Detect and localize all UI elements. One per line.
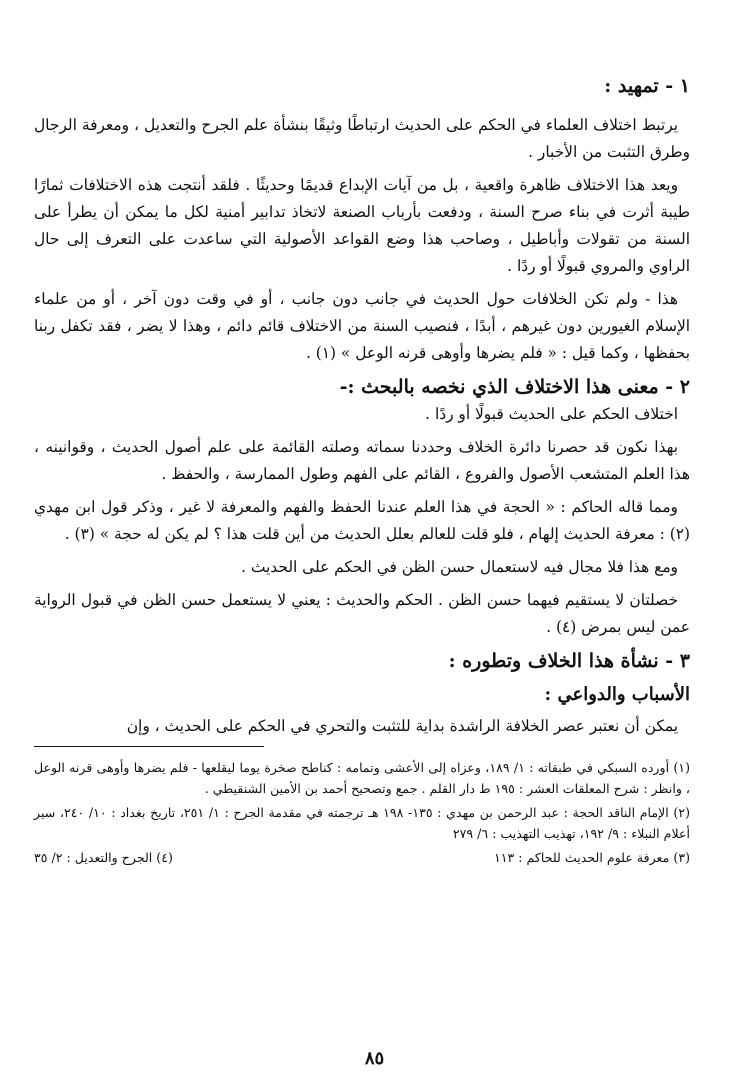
page-body (34, 72, 690, 868)
paragraph: هذا - ولم تكن الخلافات حول الحديث في جانب دون جانب ، أو في وقت دون آخر ، أو من علماء الإسلام الغيورين دون غيرهم ، أبدًا ، فنصيب السنة من الاختلاف قائم دائم ، وهذا لا يضر ، فقد تكفل ربنا بحفظها ، وكما قيل : « فلم يضرها وأوهى قرنه الوعل » (١) . (34, 290, 690, 362)
footnote: (٣) معرفة علوم الحديث للحاكم : ١١٣ (494, 850, 690, 865)
footnote: (٢) الإمام الناقد الحجة : عبد الرحمن بن مهدي : ١٣٥- ١٩٨ هـ ترجمته في مقدمة الجرح : ١/ ٢٥١، تاريخ بغداد : ١٠/ ٢٤٠، سير أعلام النبلاء : ٩/ ١٩٢، تهذيب التهذيب : ٦/ ٢٧٩ (34, 805, 690, 841)
paragraph: ويعد هذا الاختلاف ظاهرة واقعية ، بل من آيات الإبداع قديمًا وحديثًا . فلقد أنتجت هذه الاختلافات ثمارًا طيبة أثرت في بناء صرح السنة ، ودفعت بأرباب الصنعة لاتخاذ تدابير أمنية لكل ما يمكن أن يطرأ على السنة من تقولات وأباطيل ، وصاحب هذا وضع القواعد الأصولية التي ساعدت على التعرف إلى حال الراوي والمروي قبولًا أو ردًا . (34, 176, 690, 275)
paragraph: خصلتان لا يستقيم فيهما حسن الظن . الحكم والحديث : يعني لا يستعمل حسن الظن في قبول الرواية عمن ليس بمرض (٤) . (34, 591, 690, 636)
footnote-row (34, 847, 690, 868)
footnote: (٤) الجرح والتعديل : ٢/ ٣٥ (34, 850, 173, 865)
paragraph: اختلاف الحكم على الحديث قبولًا أو ردًا . (425, 405, 678, 423)
footnote-separator (34, 746, 264, 747)
section-heading-2: ٢ - معنى هذا الاختلاف الذي نخصه بالبحث :- (339, 376, 690, 398)
section-heading-1: ١ - تمهيد : (604, 75, 690, 97)
paragraph: بهذا نكون قد حصرنا دائرة الخلاف وحددنا سماته وصلته القائمة على علم أصول الحديث ، وقوانينه ، هذا العلم المتشعب الأصول والفروع ، القائم على الفهم وطول الممارسة ، والحفظ . (34, 438, 690, 483)
paragraph: يرتبط اختلاف العلماء في الحكم على الحديث ارتباطًا وثيقًا بنشأة علم الجرح والتعديل ، ومعرفة الرجال وطرق التثبت من الأخبار . (34, 116, 690, 161)
section-subheading: الأسباب والدواعي : (544, 684, 690, 705)
footnote: (١) أورده السبكي في طبقاته : ١/ ١٨٩، وعزاه إلى الأعشى وتمامه : كناطح صخرة يوما ليقلعها - فلم يضرها وأوهى قرنه الوعل ، وانظر : شرح المعلقات العشر : ١٩٥ ط دار القلم . جمع وتصحيح أحمد بن الأمين الشنقيطي . (34, 760, 690, 796)
paragraph: يمكن أن نعتبر عصر الخلافة الراشدة بداية للتثبت والتحري في الحكم على الحديث ، وإن (126, 717, 678, 735)
section-heading-3: ٣ - نشأة هذا الخلاف وتطوره : (448, 650, 690, 672)
paragraph: ومما قاله الحاكم : « الحجة في هذا العلم عندنا الحفظ والفهم والمعرفة لا غير ، وذكر قول ابن مهدي (٢) : معرفة الحديث إلهام ، فلو قلت للعالم بعلل الحديث من أين قلت هذا ؟ لم يكن له حجة » (٣) . (34, 498, 690, 543)
page-number: ٨٥ (364, 1048, 385, 1069)
paragraph: ومع هذا فلا مجال فيه لاستعمال حسن الظن في الحكم على الحديث . (241, 558, 678, 576)
